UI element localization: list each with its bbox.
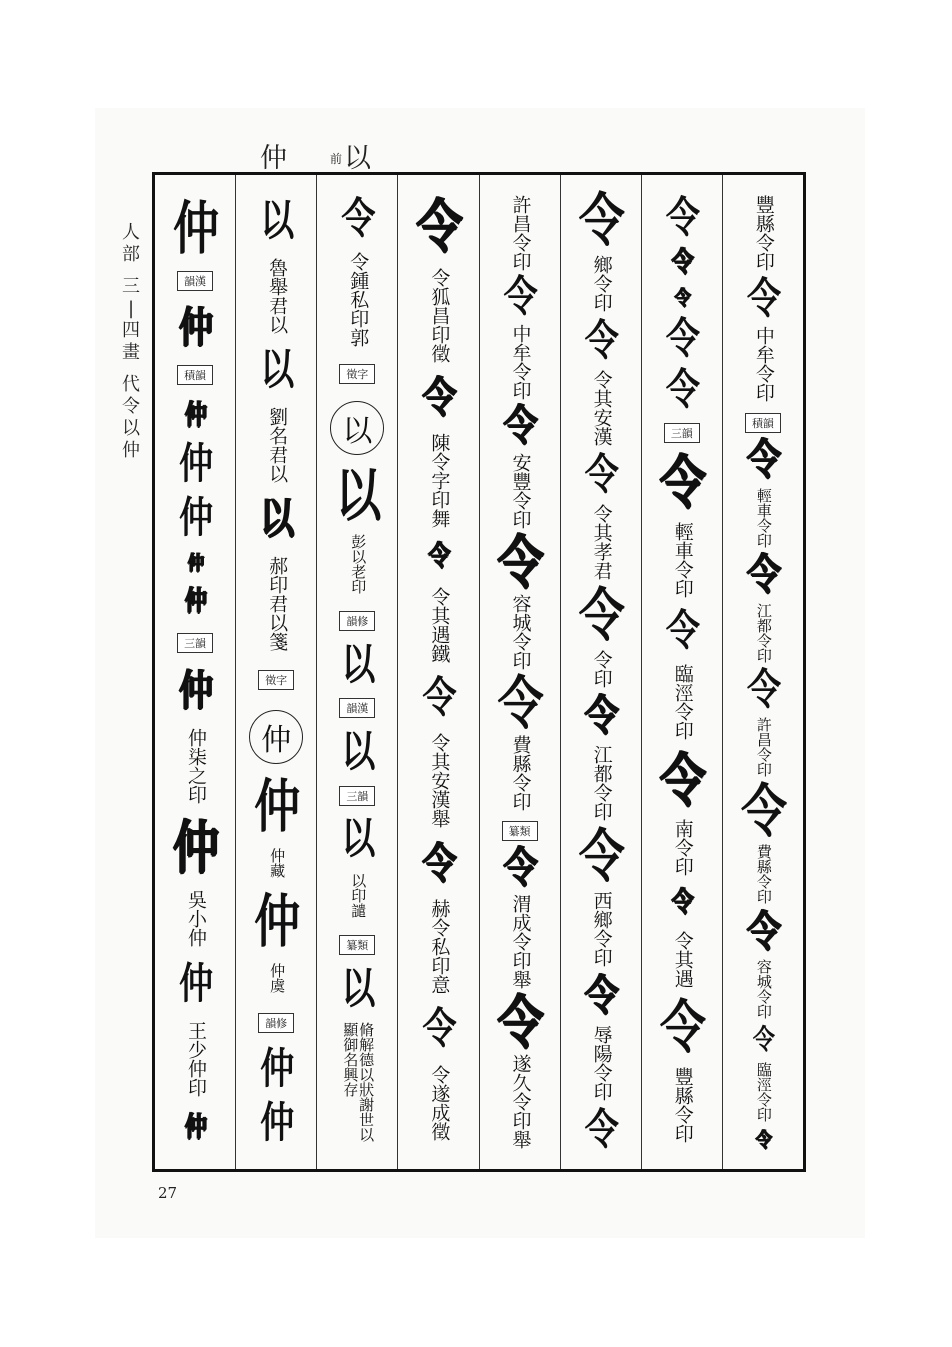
table-column — [561, 175, 642, 1169]
seal-glyph: 令 — [746, 664, 779, 715]
header-char-zhong: 仲 — [260, 143, 287, 174]
seal-glyph: 令 — [497, 987, 542, 1056]
seal-glyph: 令 — [671, 246, 692, 278]
seal-caption: 令其安漢 — [590, 369, 613, 446]
header-char-yi: 以 — [344, 143, 371, 174]
seal-caption: 南令印 — [671, 819, 694, 877]
seal-glyph: 令 — [665, 193, 698, 244]
seal-caption: 令遂成徵 — [428, 1064, 451, 1141]
source-tag: 纂類 — [502, 821, 538, 841]
table-column — [317, 175, 398, 1169]
seal-glyph: 令 — [422, 673, 455, 724]
seal-glyph: 令 — [746, 435, 779, 486]
seal-glyph: 以 — [341, 963, 374, 1014]
seal-caption: 魯舉君以 — [266, 257, 289, 334]
circled-character: 仲 — [249, 710, 303, 764]
seal-glyph: 仲 — [179, 958, 212, 1009]
seal-glyph: 以 — [260, 345, 293, 396]
seal-caption: 費縣令印 — [754, 844, 773, 905]
seal-caption: 王少仲印 — [185, 1020, 208, 1097]
side-label-char: 部 — [122, 244, 140, 265]
source-tag: 三韻 — [339, 786, 375, 806]
seal-glyph: 令 — [416, 192, 461, 261]
seal-caption: 容城令印 — [754, 959, 773, 1020]
seal-glyph: 令 — [584, 691, 617, 742]
side-label-char — [118, 266, 144, 276]
seal-caption: 西鄉令印 — [590, 891, 613, 968]
page-number: 27 — [158, 1184, 178, 1202]
side-label-char: 人 — [122, 222, 140, 243]
seal-glyph: 仲 — [179, 439, 212, 490]
table-column — [398, 175, 479, 1169]
seal-glyph: 令 — [665, 606, 698, 657]
seal-glyph: 仲 — [260, 1097, 293, 1148]
seal-glyph: 令 — [740, 777, 785, 845]
seal-caption: 辱陽令印 — [590, 1025, 613, 1102]
seal-caption: 仲虞 — [268, 963, 287, 994]
table-column — [155, 175, 236, 1169]
seal-glyph: 令 — [503, 401, 536, 452]
seal-caption: 令鍾私印郭 — [347, 252, 370, 348]
seal-glyph: 仲 — [188, 550, 203, 575]
source-tag: 積韻 — [177, 365, 213, 385]
seal-glyph: 令 — [584, 1105, 617, 1156]
side-label-char: 代 — [122, 374, 140, 395]
seal-glyph: 以 — [341, 639, 374, 690]
seal-caption: 江都令印 — [590, 745, 613, 822]
seal-caption: 容城令印 — [509, 594, 532, 671]
seal-glyph: 仲 — [185, 399, 206, 432]
seal-caption: 以印譴 — [349, 873, 368, 919]
seal-glyph: 令 — [503, 842, 536, 893]
seal-character-table — [152, 172, 806, 1172]
seal-glyph: 令 — [659, 448, 704, 517]
seal-glyph: 令 — [578, 822, 623, 891]
seal-glyph: 仲 — [173, 812, 218, 881]
seal-glyph: 以 — [341, 814, 374, 865]
seal-glyph: 令 — [674, 285, 689, 310]
seal-glyph: 以 — [335, 460, 380, 529]
seal-caption: 江都令印 — [754, 602, 773, 663]
seal-caption: 仲柒之印 — [185, 727, 208, 804]
seal-glyph: 仲 — [173, 194, 218, 262]
seal-glyph: 令 — [665, 314, 698, 365]
seal-glyph: 令 — [746, 273, 779, 324]
seal-glyph: 令 — [422, 1004, 455, 1055]
seal-glyph: 仲 — [260, 1044, 293, 1095]
side-label-char — [118, 364, 144, 374]
side-label-char: | — [127, 298, 135, 319]
seal-caption: 安豐令印 — [509, 452, 532, 529]
seal-glyph: 令 — [755, 1127, 770, 1152]
seal-caption: 中牟令印 — [752, 326, 775, 403]
source-tag: 三韻 — [177, 633, 213, 653]
seal-caption: 遂久令印舉 — [509, 1054, 532, 1150]
seal-caption: 令狐昌印徵 — [428, 267, 451, 363]
circled-character: 以 — [330, 401, 384, 455]
seal-glyph: 令 — [428, 541, 449, 573]
side-label-char: 仲 — [122, 440, 140, 461]
header-small-note: 前 — [330, 152, 343, 166]
seal-glyph: 令 — [746, 906, 779, 957]
seal-glyph: 以 — [260, 494, 293, 545]
seal-caption: 許昌令印 — [509, 194, 532, 271]
table-column — [236, 175, 317, 1169]
seal-glyph: 令 — [671, 887, 692, 919]
seal-caption: 中牟令印 — [509, 323, 532, 400]
seal-caption: 鄉令印 — [590, 254, 613, 312]
seal-caption: 令其遇 — [671, 930, 694, 988]
seal-glyph: 仲 — [254, 772, 299, 840]
source-tag: 韻修 — [258, 1013, 294, 1033]
seal-glyph: 令 — [497, 669, 542, 737]
seal-glyph: 令 — [746, 550, 779, 601]
source-tag: 三韻 — [664, 423, 700, 443]
radical-section-label — [118, 222, 144, 462]
seal-caption: 渭成令印舉 — [509, 894, 532, 990]
seal-glyph: 令 — [503, 272, 536, 323]
seal-caption: 劉名君以 — [266, 406, 289, 483]
seal-glyph: 令 — [578, 186, 623, 254]
side-label-char: 令 — [122, 396, 140, 417]
source-tag: 徵字 — [339, 364, 375, 384]
seal-glyph: 令 — [422, 372, 455, 423]
seal-glyph: 令 — [341, 193, 374, 244]
seal-glyph: 令 — [584, 315, 617, 366]
seal-glyph: 令 — [584, 971, 617, 1022]
seal-caption: 令其遇鐵 — [428, 586, 451, 663]
seal-caption: 豐縣令印 — [671, 1066, 694, 1143]
seal-caption: 輕車令印 — [754, 487, 773, 548]
source-tag: 纂類 — [339, 935, 375, 955]
side-label-char: 三 — [122, 276, 140, 297]
seal-caption: 臨涇令印 — [671, 664, 694, 741]
seal-glyph: 令 — [659, 746, 704, 814]
table-column — [480, 175, 561, 1169]
seal-glyph: 以 — [260, 196, 293, 247]
seal-glyph: 令 — [659, 993, 704, 1061]
seal-glyph: 令 — [752, 1024, 773, 1056]
seal-caption: 郝印君以箋 — [266, 555, 289, 651]
seal-glyph: 仲 — [179, 665, 212, 716]
seal-caption: 仲藏 — [268, 848, 287, 879]
seal-caption: 豐縣令印 — [752, 195, 775, 272]
seal-caption: 輕車令印 — [671, 521, 694, 598]
seal-caption: 令其孝君 — [590, 503, 613, 580]
seal-caption: 令印 — [590, 649, 613, 688]
seal-caption: 臨涇令印 — [754, 1062, 773, 1122]
side-label-char: 畫 — [122, 342, 140, 363]
seal-caption: 費縣令印 — [509, 735, 532, 812]
seal-glyph: 仲 — [254, 887, 299, 955]
seal-glyph: 令 — [422, 838, 455, 889]
seal-glyph: 以 — [341, 727, 374, 778]
side-label-char: 以 — [122, 418, 140, 439]
source-tag: 韻修 — [339, 611, 375, 631]
seal-glyph: 仲 — [179, 303, 212, 354]
seal-glyph: 仲 — [185, 586, 206, 618]
table-column — [723, 175, 803, 1169]
seal-glyph: 令 — [584, 449, 617, 500]
seal-caption: 令其安漢舉 — [428, 733, 451, 829]
source-tag: 韻漢 — [339, 698, 375, 718]
seal-glyph: 令 — [578, 580, 623, 649]
source-tag: 徵字 — [258, 670, 294, 690]
seal-caption: 赫令私印意 — [428, 898, 451, 994]
seal-caption: 許昌令印 — [754, 717, 773, 778]
seal-caption: 脩解德以狀謝世以顯御名興存 — [341, 1022, 376, 1143]
side-label-char: 四 — [122, 320, 140, 341]
seal-glyph: 令 — [497, 527, 542, 596]
seal-caption: 吳小仲 — [185, 889, 208, 947]
seal-caption: 陳令字印舞 — [428, 433, 451, 529]
seal-glyph: 仲 — [179, 493, 212, 544]
source-tag: 積韻 — [745, 413, 781, 433]
source-tag: 韻漢 — [177, 271, 213, 291]
seal-glyph: 令 — [665, 364, 698, 415]
table-column — [642, 175, 723, 1169]
seal-caption: 彭以老印 — [349, 534, 368, 595]
seal-glyph: 仲 — [185, 1111, 206, 1143]
